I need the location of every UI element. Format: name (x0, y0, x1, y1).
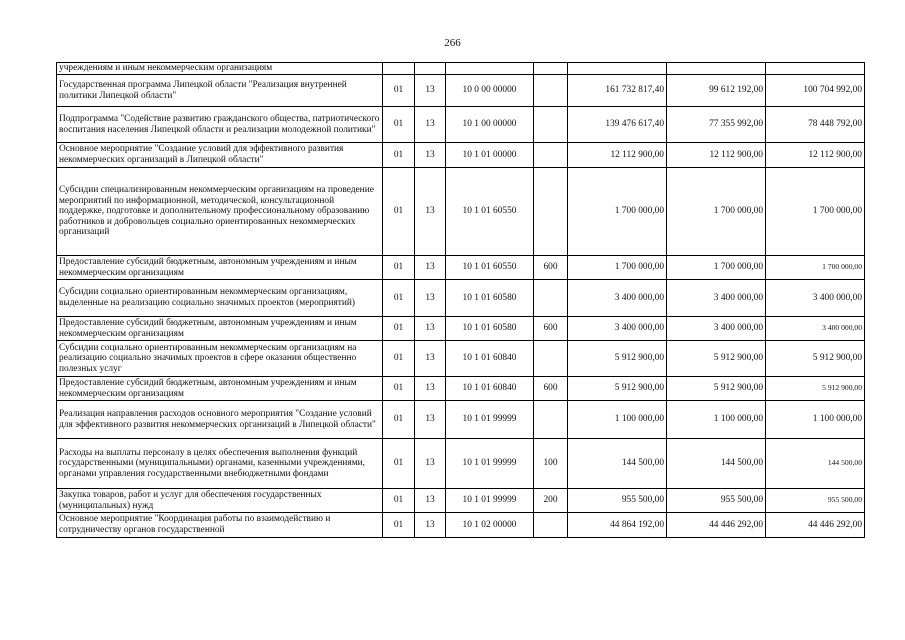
amount-year1-cell: 3 400 000,00 (568, 317, 667, 341)
target-article-cell: 10 1 01 99999 (446, 439, 534, 489)
amount-year1-cell: 139 476 617,40 (568, 107, 667, 143)
amount-year3-cell: 78 448 792,00 (766, 107, 865, 143)
table-row (57, 256, 865, 280)
subsection-code-cell: 13 (415, 341, 446, 377)
amount-year2-cell: 955 500,00 (667, 489, 766, 513)
expense-name-cell: Предоставление субсидий бюджетным, автономным учреждениям и иным некоммерческим организациям (57, 256, 383, 280)
target-article-cell (446, 63, 534, 75)
table-row (57, 63, 865, 75)
chapter-code-cell: 01 (383, 75, 415, 107)
amount-year2-cell: 99 612 192,00 (667, 75, 766, 107)
table-row (57, 75, 865, 107)
expense-name-cell: Государственная программа Липецкой области "Реализация внутренней политики Липецкой области" (57, 75, 383, 107)
expense-name-cell: Подпрограмма "Содействие развитию гражданского общества, патриотического воспитания населения Липецкой области и реализации молодежной политики" (57, 107, 383, 143)
table-row (57, 341, 865, 377)
target-article-cell: 10 1 01 99999 (446, 489, 534, 513)
expense-name-cell: Основное мероприятие "Координация работы по взаимодействию и сотрудничеству органов государственной (57, 513, 383, 538)
target-article-cell: 10 1 01 60840 (446, 377, 534, 401)
amount-year1-cell: 1 100 000,00 (568, 401, 667, 439)
amount-year3-cell: 5 912 900,00 (766, 341, 865, 377)
chapter-code-cell (383, 63, 415, 75)
subsection-code-cell: 13 (415, 256, 446, 280)
chapter-code-cell: 01 (383, 377, 415, 401)
chapter-code-cell: 01 (383, 401, 415, 439)
expense-name-cell: Предоставление субсидий бюджетным, автономным учреждениям и иным некоммерческим организациям (57, 317, 383, 341)
chapter-code-cell: 01 (383, 317, 415, 341)
amount-year2-cell: 1 700 000,00 (667, 256, 766, 280)
expense-name-cell: Субсидии социально ориентированным некоммерческим организациям на реализацию социально значимых проектов в сфере оказания общественно полезных услуг (57, 341, 383, 377)
table-row (57, 317, 865, 341)
subsection-code-cell: 13 (415, 143, 446, 168)
amount-year2-cell: 3 400 000,00 (667, 317, 766, 341)
target-article-cell: 10 1 01 00000 (446, 143, 534, 168)
target-article-cell: 10 0 00 00000 (446, 75, 534, 107)
budget-table (56, 62, 865, 538)
amount-year2-cell: 77 355 992,00 (667, 107, 766, 143)
page-number: 266 (444, 37, 461, 49)
amount-year3-cell: 144 500,00 (766, 439, 865, 489)
amount-year2-cell: 1 100 000,00 (667, 401, 766, 439)
amount-year1-cell: 3 400 000,00 (568, 280, 667, 317)
subsection-code-cell: 13 (415, 439, 446, 489)
amount-year3-cell (766, 63, 865, 75)
table-row (57, 280, 865, 317)
target-article-cell: 10 1 00 00000 (446, 107, 534, 143)
chapter-code-cell: 01 (383, 489, 415, 513)
chapter-code-cell: 01 (383, 143, 415, 168)
amount-year3-cell: 3 400 000,00 (766, 317, 865, 341)
amount-year2-cell: 12 112 900,00 (667, 143, 766, 168)
expense-name-cell: учреждениям и иным некоммерческим организациям (57, 63, 383, 75)
expense-type-cell: 600 (534, 256, 568, 280)
amount-year3-cell: 5 912 900,00 (766, 377, 865, 401)
table-row (57, 107, 865, 143)
table-row (57, 377, 865, 401)
amount-year1-cell: 144 500,00 (568, 439, 667, 489)
expense-name-cell: Расходы на выплаты персоналу в целях обеспечения выполнения функций государственными (муниципальными) органами, казенными учреждениями, органами управления государственными внебюджетными фондами (57, 439, 383, 489)
expense-type-cell: 600 (534, 317, 568, 341)
table-row (57, 513, 865, 538)
amount-year2-cell: 3 400 000,00 (667, 280, 766, 317)
expense-type-cell (534, 143, 568, 168)
amount-year3-cell: 1 100 000,00 (766, 401, 865, 439)
table-row (57, 439, 865, 489)
expense-name-cell: Субсидии специализированным некоммерческим организациям на проведение мероприятий по информационной, методической, консультационной поддержке, подготовке и дополнительному профессиональному образованию работников и добровольцев социально ориентированных некоммерческих организаций (57, 168, 383, 256)
amount-year3-cell: 12 112 900,00 (766, 143, 865, 168)
chapter-code-cell: 01 (383, 341, 415, 377)
expense-type-cell (534, 63, 568, 75)
chapter-code-cell: 01 (383, 256, 415, 280)
expense-type-cell (534, 107, 568, 143)
amount-year1-cell (568, 63, 667, 75)
expense-type-cell (534, 168, 568, 256)
expense-type-cell (534, 401, 568, 439)
amount-year2-cell: 5 912 900,00 (667, 341, 766, 377)
subsection-code-cell: 13 (415, 168, 446, 256)
amount-year1-cell: 161 732 817,40 (568, 75, 667, 107)
amount-year2-cell (667, 63, 766, 75)
expense-type-cell: 100 (534, 439, 568, 489)
target-article-cell: 10 1 01 60840 (446, 341, 534, 377)
amount-year3-cell: 1 700 000,00 (766, 256, 865, 280)
chapter-code-cell: 01 (383, 107, 415, 143)
amount-year2-cell: 5 912 900,00 (667, 377, 766, 401)
table-row (57, 489, 865, 513)
amount-year1-cell: 955 500,00 (568, 489, 667, 513)
chapter-code-cell: 01 (383, 513, 415, 538)
target-article-cell: 10 1 01 60580 (446, 317, 534, 341)
subsection-code-cell: 13 (415, 107, 446, 143)
expense-type-cell (534, 75, 568, 107)
amount-year3-cell: 3 400 000,00 (766, 280, 865, 317)
expense-name-cell: Закупка товаров, работ и услуг для обеспечения государственных (муниципальных) нужд (57, 489, 383, 513)
table-row (57, 168, 865, 256)
subsection-code-cell: 13 (415, 280, 446, 317)
amount-year1-cell: 5 912 900,00 (568, 341, 667, 377)
expense-name-cell: Реализация направления расходов основного мероприятия "Создание условий для эффективного развития некоммерческих организаций в Липецкой области" (57, 401, 383, 439)
chapter-code-cell: 01 (383, 439, 415, 489)
target-article-cell: 10 1 01 60580 (446, 280, 534, 317)
amount-year3-cell: 100 704 992,00 (766, 75, 865, 107)
expense-name-cell: Субсидии социально ориентированным некоммерческим организациям, выделенные на реализацию социально значимых проектов (мероприятий) (57, 280, 383, 317)
expense-type-cell: 200 (534, 489, 568, 513)
amount-year1-cell: 1 700 000,00 (568, 256, 667, 280)
chapter-code-cell: 01 (383, 168, 415, 256)
amount-year1-cell: 5 912 900,00 (568, 377, 667, 401)
table-row (57, 143, 865, 168)
expense-type-cell (534, 280, 568, 317)
expense-type-cell: 600 (534, 377, 568, 401)
target-article-cell: 10 1 02 00000 (446, 513, 534, 538)
target-article-cell: 10 1 01 60550 (446, 168, 534, 256)
chapter-code-cell: 01 (383, 280, 415, 317)
amount-year2-cell: 1 700 000,00 (667, 168, 766, 256)
amount-year1-cell: 1 700 000,00 (568, 168, 667, 256)
subsection-code-cell: 13 (415, 377, 446, 401)
target-article-cell: 10 1 01 99999 (446, 401, 534, 439)
subsection-code-cell: 13 (415, 75, 446, 107)
amount-year3-cell: 955 500,00 (766, 489, 865, 513)
subsection-code-cell: 13 (415, 513, 446, 538)
target-article-cell: 10 1 01 60550 (446, 256, 534, 280)
expense-type-cell (534, 513, 568, 538)
amount-year3-cell: 44 446 292,00 (766, 513, 865, 538)
subsection-code-cell (415, 63, 446, 75)
subsection-code-cell: 13 (415, 489, 446, 513)
expense-name-cell: Предоставление субсидий бюджетным, автономным учреждениям и иным некоммерческим организациям (57, 377, 383, 401)
subsection-code-cell: 13 (415, 401, 446, 439)
budget-table-body (57, 63, 865, 538)
amount-year1-cell: 44 864 192,00 (568, 513, 667, 538)
expense-type-cell (534, 341, 568, 377)
expense-name-cell: Основное мероприятие "Создание условий для эффективного развития некоммерческих организаций в Липецкой области" (57, 143, 383, 168)
subsection-code-cell: 13 (415, 317, 446, 341)
amount-year1-cell: 12 112 900,00 (568, 143, 667, 168)
amount-year3-cell: 1 700 000,00 (766, 168, 865, 256)
amount-year2-cell: 44 446 292,00 (667, 513, 766, 538)
table-row (57, 401, 865, 439)
amount-year2-cell: 144 500,00 (667, 439, 766, 489)
